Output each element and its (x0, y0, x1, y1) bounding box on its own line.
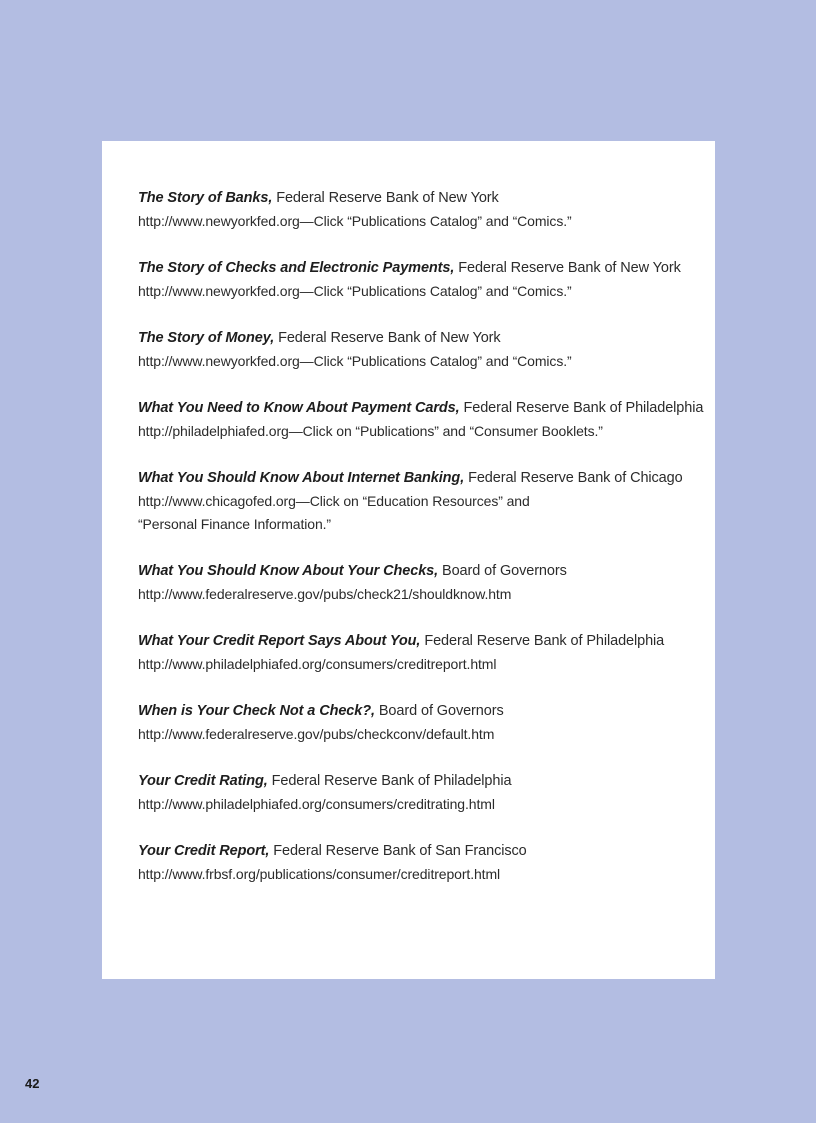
resource-title: When is Your Check Not a Check?, (138, 703, 375, 719)
resource-list (138, 187, 704, 910)
resource-title: The Story of Checks and Electronic Payments, (138, 260, 455, 276)
resource-entry-payment-cards (138, 397, 704, 443)
page-number: 42 (25, 1076, 40, 1091)
resource-link[interactable]: http://www.philadelphiafed.org/consumers/creditrating.html (138, 796, 495, 812)
resource-title: The Story of Banks, (138, 190, 273, 206)
resource-link[interactable]: http://www.frbsf.org/publications/consumer/creditreport.html (138, 866, 501, 882)
resource-link[interactable]: http://www.newyorkfed.org—Click “Publications Catalog” and “Comics.” (138, 353, 572, 369)
resource-title: What Your Credit Report Says About You, (138, 633, 421, 649)
resource-source: Federal Reserve Bank of New York (276, 190, 499, 206)
resource-title: What You Should Know About Internet Banking, (138, 470, 465, 486)
resource-entry-story-of-money (138, 327, 698, 373)
resource-source: Federal Reserve Bank of New York (458, 260, 681, 276)
resource-source: Federal Reserve Bank of Chicago (468, 470, 683, 486)
resource-source: Federal Reserve Bank of New York (278, 330, 501, 346)
resource-entry-internet-banking (138, 467, 698, 536)
resource-link[interactable]: http://www.federalreserve.gov/pubs/checkconv/default.htm (138, 726, 495, 742)
resource-link[interactable]: http://www.chicagofed.org—Click on “Education Resources” and “Personal Finance Information.” (138, 493, 530, 532)
resource-entry-your-checks (138, 560, 698, 606)
resource-title: Your Credit Rating, (138, 773, 268, 789)
resource-source: Federal Reserve Bank of Philadelphia (463, 400, 704, 416)
resource-title: What You Need to Know About Payment Cards, (138, 400, 460, 416)
resource-entry-credit-report-says (138, 630, 698, 676)
resource-link[interactable]: http://www.federalreserve.gov/pubs/check21/shouldknow.htm (138, 586, 512, 602)
content-panel (102, 141, 715, 979)
resource-entry-story-of-checks (138, 257, 698, 303)
resource-title: The Story of Money, (138, 330, 275, 346)
resource-link[interactable]: http://www.newyorkfed.org—Click “Publications Catalog” and “Comics.” (138, 283, 572, 299)
resource-entry-credit-rating (138, 770, 698, 816)
resource-source: Federal Reserve Bank of Philadelphia (271, 773, 512, 789)
resource-link[interactable]: http://www.philadelphiafed.org/consumers/creditreport.html (138, 656, 497, 672)
resource-entry-check-not-a-check (138, 700, 698, 746)
resource-source: Board of Governors (378, 703, 504, 719)
resource-source: Board of Governors (442, 563, 567, 579)
resource-source: Federal Reserve Bank of San Francisco (273, 843, 527, 859)
resource-entry-credit-report (138, 840, 698, 886)
resource-title: What You Should Know About Your Checks, (138, 563, 439, 579)
resource-title: Your Credit Report, (138, 843, 270, 859)
resource-source: Federal Reserve Bank of Philadelphia (424, 633, 665, 649)
resource-link[interactable]: http://www.newyorkfed.org—Click “Publications Catalog” and “Comics.” (138, 213, 572, 229)
resource-link[interactable]: http://philadelphiafed.org—Click on “Publications” and “Consumer Booklets.” (138, 423, 603, 439)
resource-entry-story-of-banks (138, 187, 698, 233)
